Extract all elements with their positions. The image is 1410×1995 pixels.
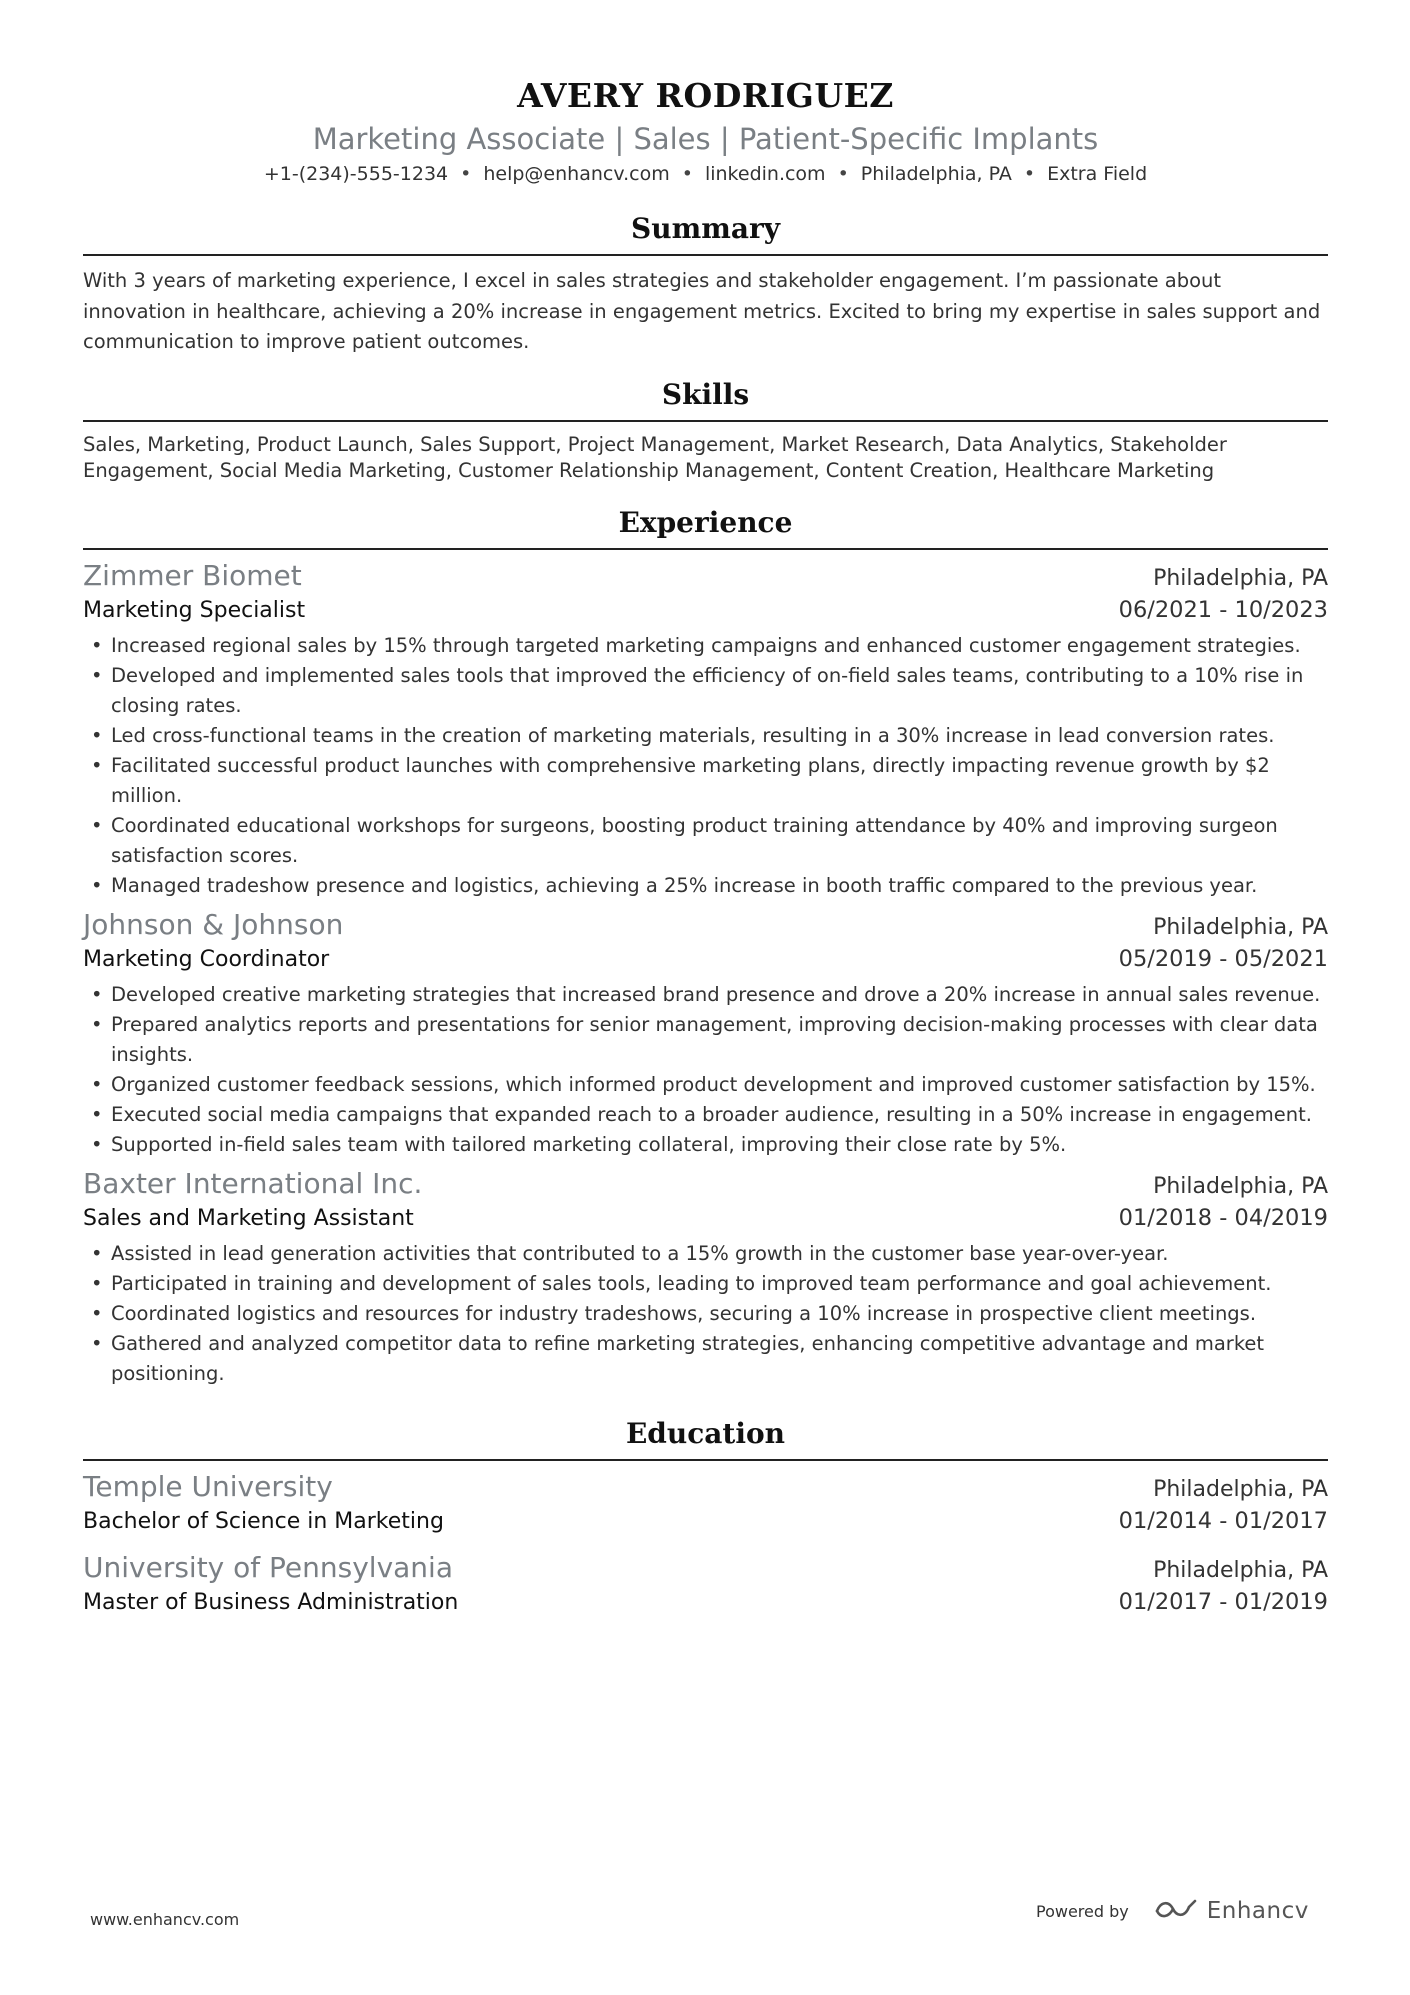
education-section [83, 1415, 1328, 1619]
job-role: Sales and Marketing Assistant [83, 1205, 414, 1231]
job-role: Marketing Coordinator [83, 946, 330, 972]
separator-dot: • [681, 163, 693, 185]
contact-line [83, 160, 1328, 188]
bullet-item: • Facilitated successful product launches with comprehensive marketing plans, directly impacting revenue growth by $2 million. [83, 751, 1328, 811]
skills-text: Sales, Marketing, Product Launch, Sales Support, Project Management, Market Research, Data Analytics, Stakeholder Engagement, Social Media Marketing, Customer Relationship Management, Content Creation, Healthcare Marketing [83, 432, 1227, 482]
summary-text: With 3 years of marketing experience, I excel in sales strategies and stakeholder engagement. I’m passionate about innovation in healthcare, achieving a 20% increase in engagement metrics. Excited to bring my expertise in sales support and communication to improve patient outcomes. [83, 269, 1321, 353]
bullet-item: • Developed creative marketing strategies that increased brand presence and drove a 20% increase in annual sales revenue. [83, 980, 1328, 1010]
company-name: Zimmer Biomet [83, 558, 302, 592]
candidate-name: AVERY RODRIGUEZ [517, 76, 894, 115]
section-divider [83, 1459, 1328, 1461]
contact-location: Philadelphia, PA [860, 163, 1012, 185]
section-divider [83, 254, 1328, 256]
bullet-item: • Increased regional sales by 15% through targeted marketing campaigns and enhanced customer engagement strategies. [83, 631, 1328, 661]
job-dates: 05/2019 - 05/2021 [1118, 945, 1328, 972]
education-heading: Education [625, 1416, 786, 1450]
bullet-item: • Executed social media campaigns that expanded reach to a broader audience, resulting in a 50% increase in engagement. [83, 1100, 1328, 1130]
job-bullets [83, 1239, 1328, 1389]
school-name: University of Pennsylvania [83, 1550, 453, 1584]
job-bullets [83, 631, 1328, 901]
bullet-item: • Developed and implemented sales tools that improved the efficiency of on-field sales teams, contributing to a 10% rise in closing rates. [83, 661, 1328, 721]
degree-name: Master of Business Administration [83, 1589, 459, 1615]
experience-heading: Experience [618, 505, 793, 539]
job-dates: 01/2018 - 04/2019 [1118, 1204, 1328, 1231]
experience-entry [83, 558, 1328, 901]
experience-entry [83, 1166, 1328, 1389]
separator-dot: • [1023, 163, 1036, 185]
powered-by-label: Powered by [1036, 1901, 1129, 1921]
summary-heading: Summary [631, 212, 780, 245]
contact-linkedin[interactable]: linkedin.com [704, 163, 826, 185]
education-dates: 01/2014 - 01/2017 [1118, 1507, 1328, 1534]
bullet-item: • Assisted in lead generation activities that contributed to a 15% growth in the customer base year-over-year. [83, 1239, 1328, 1269]
job-location: Philadelphia, PA [1153, 565, 1328, 591]
footer-website[interactable]: www.enhancv.com [90, 1910, 240, 1929]
job-role: Marketing Specialist [83, 597, 306, 623]
company-name: Baxter International Inc. [83, 1166, 423, 1200]
school-location: Philadelphia, PA [1153, 1557, 1328, 1583]
footer-branding [1036, 1897, 1309, 1925]
education-entry [83, 1469, 1328, 1538]
education-dates: 01/2017 - 01/2019 [1118, 1588, 1328, 1615]
resume-page [83, 0, 1328, 1619]
job-bullets [83, 980, 1328, 1160]
school-name: Temple University [83, 1469, 333, 1503]
degree-name: Bachelor of Science in Marketing [83, 1508, 444, 1534]
bullet-item: • Coordinated educational workshops for surgeons, boosting product training attendance by 40% and improving surgeon satisfaction scores. [83, 811, 1328, 871]
bullet-item: • Prepared analytics reports and presentations for senior management, improving decision-making processes with clear data insights. [83, 1010, 1328, 1070]
skills-section [83, 376, 1328, 484]
contact-phone[interactable]: +1-(234)-555-1234 [263, 163, 449, 185]
skills-heading: Skills [661, 377, 750, 411]
section-divider [83, 548, 1328, 550]
bullet-item: • Led cross-functional teams in the creation of marketing materials, resulting in a 30% increase in lead conversion rates. [83, 721, 1328, 751]
brand-name: Enhancv [1206, 1898, 1309, 1924]
education-entry [83, 1550, 1328, 1619]
enhancv-logo-icon [1153, 1897, 1199, 1925]
bullet-item: • Gathered and analyzed competitor data to refine marketing strategies, enhancing competitive advantage and market positioning. [83, 1329, 1328, 1389]
separator-dot: • [460, 163, 472, 185]
job-location: Philadelphia, PA [1153, 1173, 1328, 1199]
bullet-item: • Coordinated logistics and resources for industry tradeshows, securing a 10% increase in prospective client meetings. [83, 1299, 1328, 1329]
job-dates: 06/2021 - 10/2023 [1118, 596, 1328, 623]
contact-email[interactable]: help@enhancv.com [483, 163, 670, 185]
job-location: Philadelphia, PA [1153, 914, 1328, 940]
bullet-item: • Managed tradeshow presence and logistics, achieving a 25% increase in booth traffic compared to the previous year. [83, 871, 1328, 901]
section-divider [83, 420, 1328, 422]
school-location: Philadelphia, PA [1153, 1476, 1328, 1502]
company-name: Johnson & Johnson [83, 907, 344, 941]
bullet-item: • Supported in-field sales team with tailored marketing collateral, improving their close rate by 5%. [83, 1130, 1328, 1160]
summary-section [83, 210, 1328, 358]
bullet-item: • Participated in training and development of sales tools, leading to improved team performance and goal achievement. [83, 1269, 1328, 1299]
experience-entry [83, 907, 1328, 1160]
experience-section [83, 504, 1328, 1389]
contact-extra-field: Extra Field [1047, 163, 1148, 185]
separator-dot: • [837, 163, 849, 185]
bullet-item: • Organized customer feedback sessions, which informed product development and improved customer satisfaction by 15%. [83, 1070, 1328, 1100]
candidate-title: Marketing Associate | Sales | Patient-Specific Implants [312, 122, 1099, 156]
